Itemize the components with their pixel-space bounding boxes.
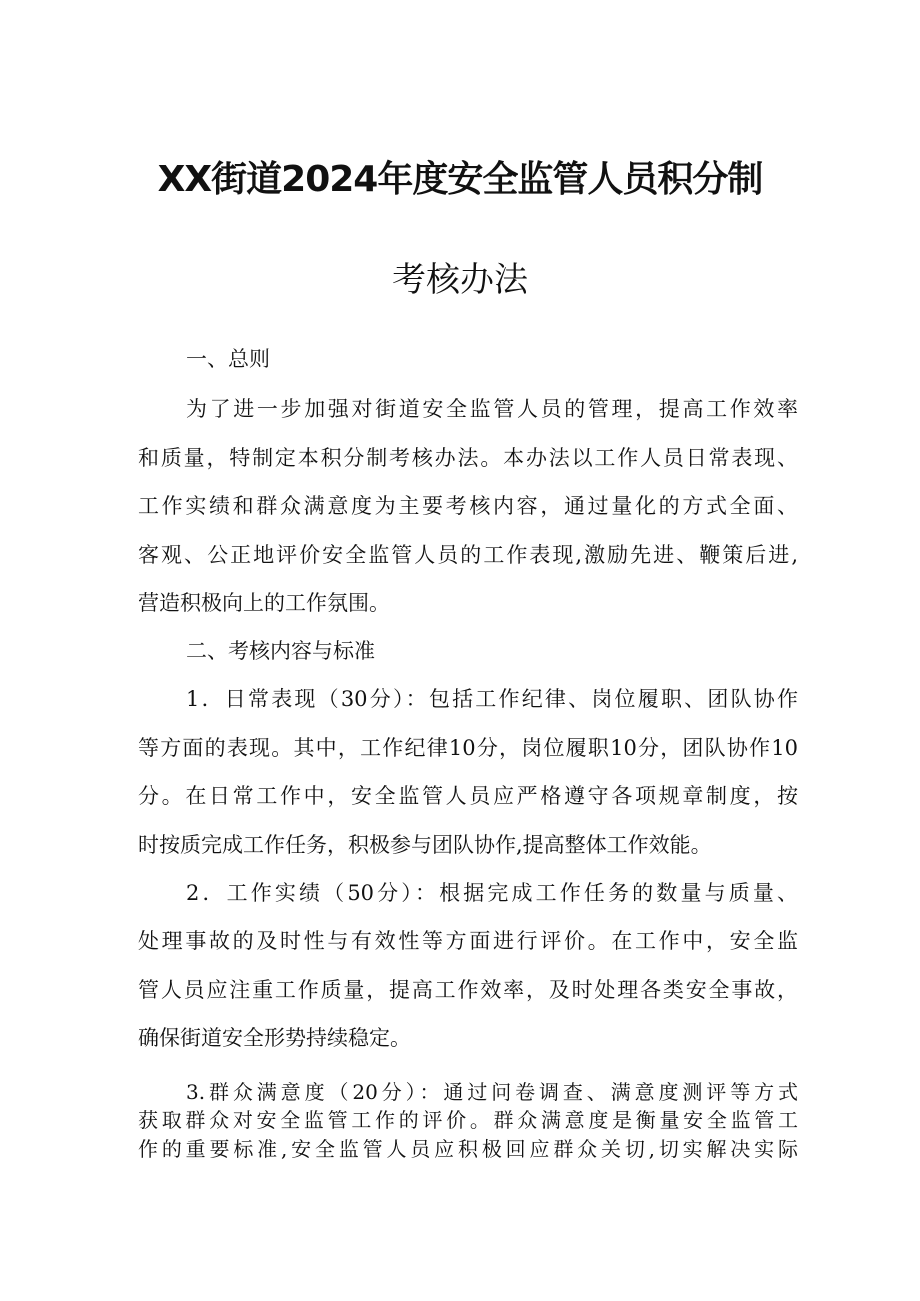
- paragraph-line: 获取群众对安全监管工作的评价。群众满意度是衡量安全监管工: [138, 1108, 798, 1132]
- paragraph-line: 营造积极向上的工作氛围。: [138, 591, 390, 615]
- section-heading-content-standards: 二、考核内容与标准: [186, 639, 375, 663]
- paragraph-line: 和质量，特制定本积分制考核办法。本办法以工作人员日常表现、: [138, 446, 798, 470]
- paragraph-line: 3.群众满意度（20分）：通过问卷调查、满意度测评等方式: [186, 1080, 798, 1104]
- document-title-line-1: XX街道2024年度安全监管人员积分制: [157, 159, 763, 200]
- paragraph-line: 时按质完成工作任务，积极参与团队协作,提高整体工作效能。: [138, 833, 712, 857]
- section-heading-general: 一、总则: [186, 347, 270, 371]
- paragraph-line: 工作实绩和群众满意度为主要考核内容，通过量化的方式全面、: [138, 494, 798, 518]
- paragraph-line: 为了进一步加强对街道安全监管人员的管理，提高工作效率: [186, 397, 798, 421]
- paragraph-line: 确保街道安全形势持续稳定。: [138, 1026, 411, 1050]
- paragraph-line: 作的重要标准,安全监管人员应积极回应群众关切,切实解决实际: [138, 1137, 798, 1161]
- paragraph-line: 管人员应注重工作质量，提高工作效率，及时处理各类安全事故，: [138, 978, 798, 1002]
- paragraph-line: 客观、公正地评价安全监管人员的工作表现,激励先进、鞭策后进,: [138, 543, 798, 567]
- paragraph-line: 分。在日常工作中，安全监管人员应严格遵守各项规章制度，按: [138, 784, 798, 808]
- paragraph-line: 1．日常表现（30分）：包括工作纪律、岗位履职、团队协作: [186, 687, 798, 711]
- paragraph-line: 等方面的表现。其中，工作纪律10分，岗位履职10分，团队协作10: [138, 736, 798, 760]
- document-title-line-2: 考核办法: [392, 260, 528, 300]
- paragraph-line: 2．工作实绩（50分）：根据完成工作任务的数量与质量、: [186, 881, 798, 905]
- paragraph-line: 处理事故的及时性与有效性等方面进行评价。在工作中，安全监: [138, 929, 798, 953]
